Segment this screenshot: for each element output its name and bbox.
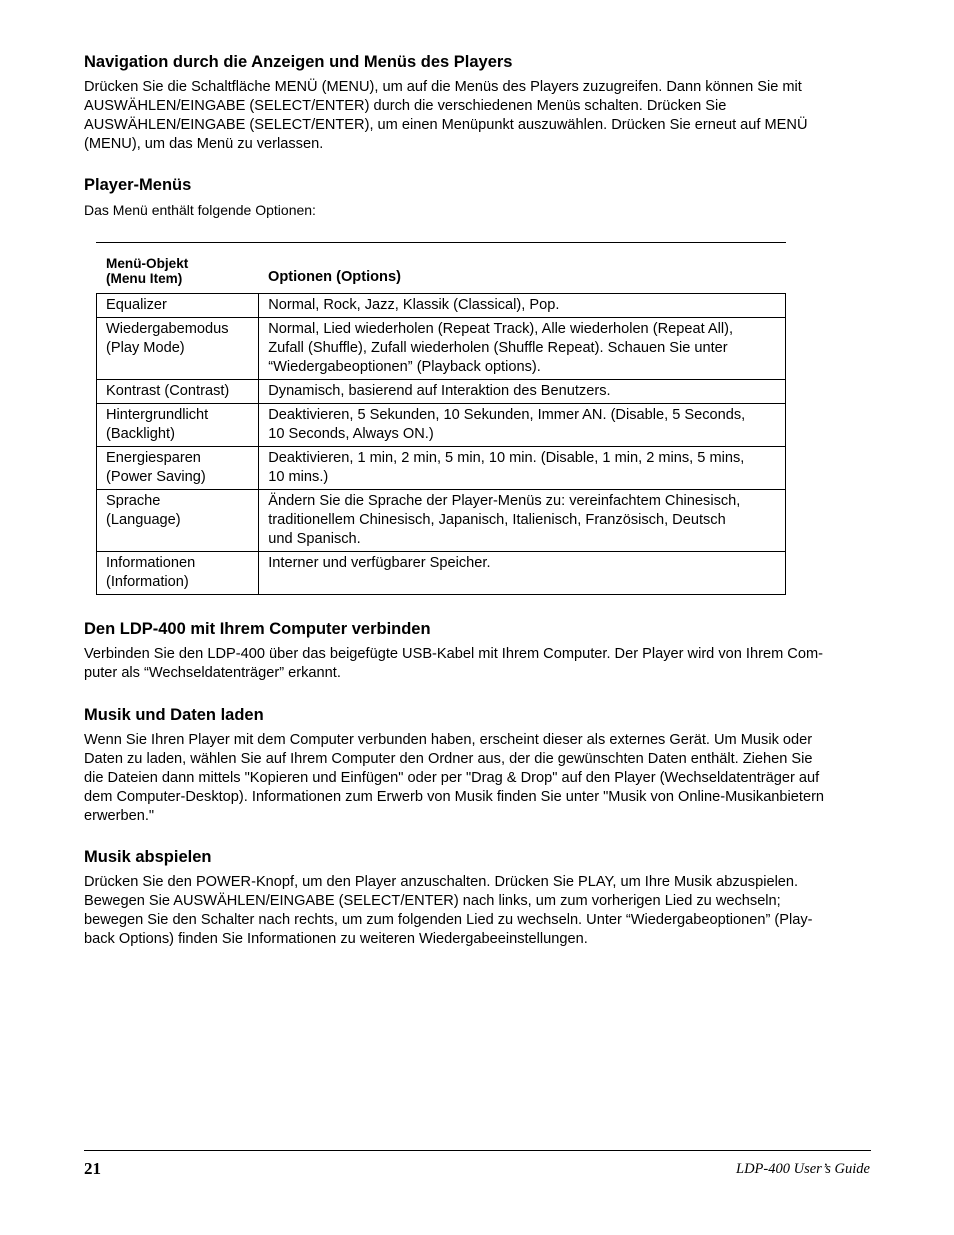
cell-line: Normal, Lied wiederholen (Repeat Track), Alle wiederholen (Repeat All), (268, 321, 734, 337)
cell-line: Energiesparen (106, 450, 201, 466)
table-row (97, 318, 786, 380)
table-header (96, 243, 786, 293)
cell-line: Deaktivieren, 1 min, 2 min, 5 min, 10 min. (Disable, 1 min, 2 mins, 5 mins, (268, 450, 745, 466)
cell-line: Dynamisch, basierend auf Interaktion des Benutzers. (268, 383, 611, 399)
section-heading: Musik abspielen (84, 848, 212, 866)
cell-line: “Wiedergabeoptionen” (Playback options). (268, 359, 541, 375)
table-row (97, 447, 786, 490)
cell-line: Normal, Rock, Jazz, Klassik (Classical), Pop. (268, 297, 560, 313)
cell-options (259, 318, 786, 380)
cell-line: Zufall (Shuffle), Zufall wiederholen (Shuffle Repeat). Schauen Sie unter (268, 340, 728, 356)
cell-line: Hintergrundlicht (106, 407, 209, 423)
body-line: Drücken Sie den POWER-Knopf, um den Player anzuschalten. Drücken Sie PLAY, um Ihre Musik abzuspielen. (84, 874, 799, 890)
body-line: Daten zu laden, wählen Sie auf Ihrem Computer den Ordner aus, der die gewünschten Daten enthält. Ziehen Sie (84, 751, 813, 767)
cell-menu-item (97, 404, 259, 447)
cell-options (259, 404, 786, 447)
body-line: bewegen Sie den Schalter nach rechts, um zum folgenden Lied zu wechseln. Unter “Wiedergabeoptionen” (Play- (84, 912, 813, 928)
cell-line: 10 Seconds, Always ON.) (268, 426, 434, 442)
cell-line: Ändern Sie die Sprache der Player-Menüs zu: vereinfachtem Chinesisch, (268, 493, 741, 509)
body-line: Bewegen Sie AUSWÄHLEN/EINGABE (SELECT/ENTER) nach links, um zum vorherigen Lied zu wechseln; (84, 893, 781, 909)
section-heading: Player-Menüs (84, 176, 192, 194)
table-row (97, 294, 786, 318)
cell-menu-item (97, 447, 259, 490)
section-load (84, 705, 872, 826)
cell-line: (Power Saving) (106, 469, 206, 485)
section-navigation (84, 52, 872, 154)
body-line: Wenn Sie Ihren Player mit dem Computer verbunden haben, erscheint dieser als externes Gerät. Um Musik oder (84, 732, 813, 748)
body-line: Verbinden Sie den LDP-400 über das beigefügte USB-Kabel mit Ihrem Computer. Der Player wird von Ihrem Com- (84, 646, 823, 662)
cell-menu-item (97, 318, 259, 380)
cell-options (259, 447, 786, 490)
body-line: (MENU), um das Menü zu verlassen. (84, 136, 324, 152)
cell-menu-item (97, 490, 259, 552)
cell-options (259, 294, 786, 318)
cell-line: Interner und verfügbarer Speicher. (268, 555, 491, 571)
cell-line: Equalizer (106, 297, 167, 313)
body-line: Drücken Sie die Schaltfläche MENÜ (MENU), um auf die Menüs des Players zuzugreifen. Dann können Sie mit (84, 79, 802, 95)
cell-options (259, 552, 786, 595)
section-player-menus (84, 175, 872, 220)
page-number: 21 (84, 1159, 101, 1178)
header-menu-item (106, 256, 188, 286)
cell-line: Deaktivieren, 5 Sekunden, 10 Sekunden, Immer AN. (Disable, 5 Seconds, (268, 407, 746, 423)
cell-menu-item (97, 380, 259, 404)
section-body (84, 873, 872, 949)
section-connect (84, 619, 872, 683)
cell-line: (Play Mode) (106, 340, 185, 356)
section-body (84, 731, 872, 826)
cell-line: (Language) (106, 512, 181, 528)
body-line: AUSWÄHLEN/EINGABE (SELECT/ENTER) durch die verschiedenen Menüs schalten. Drücken Sie (84, 98, 727, 114)
header-options: Optionen (Options) (268, 269, 401, 285)
cell-line: (Information) (106, 574, 189, 590)
footer-rule (84, 1150, 871, 1151)
cell-line: traditionellem Chinesisch, Japanisch, Italienisch, Französisch, Deutsch (268, 512, 726, 528)
cell-line: Informationen (106, 555, 196, 571)
table-row (97, 380, 786, 404)
section-body (84, 645, 872, 683)
options-table (96, 293, 786, 595)
cell-options (259, 490, 786, 552)
body-line: back Options) finden Sie Informationen zu weiteren Wiedergabeeinstellungen. (84, 931, 588, 947)
cell-menu-item (97, 552, 259, 595)
cell-line: Wiedergabemodus (106, 321, 229, 337)
section-heading: Navigation durch die Anzeigen und Menüs des Players (84, 53, 513, 71)
cell-menu-item (97, 294, 259, 318)
cell-line: und Spanisch. (268, 531, 361, 547)
body-line: AUSWÄHLEN/EINGABE (SELECT/ENTER), um einen Menüpunkt auszuwählen. Drücken Sie erneut auf MENÜ (84, 117, 808, 133)
body-line: erwerben." (84, 808, 155, 824)
section-intro: Das Menü enthält folgende Optionen: (84, 202, 316, 218)
cell-line: 10 mins.) (268, 469, 329, 485)
table-row (97, 404, 786, 447)
body-line: die Dateien dann mittels "Kopieren und Einfügen" oder per "Drag & Drop" auf den Player (Wechseldatenträger auf (84, 770, 820, 786)
body-line: puter als “Wechseldatenträger” erkannt. (84, 665, 341, 681)
header-menu-item-line: (Menu Item) (106, 271, 183, 286)
section-play (84, 847, 872, 949)
section-body (84, 78, 872, 154)
footer-guide-title: LDP-400 User’s Guide (736, 1161, 870, 1177)
section-heading: Musik und Daten laden (84, 706, 264, 724)
body-line: dem Computer-Desktop). Informationen zum Erwerb von Musik finden Sie unter "Musik von Online-Musikanbietern (84, 789, 825, 805)
cell-options (259, 380, 786, 404)
header-menu-item-line: Menü-Objekt (106, 256, 189, 271)
section-heading: Den LDP-400 mit Ihrem Computer verbinden (84, 620, 431, 638)
cell-line: (Backlight) (106, 426, 175, 442)
table-row (97, 490, 786, 552)
table-row (97, 552, 786, 595)
cell-line: Kontrast (Contrast) (106, 383, 230, 399)
menu-table (96, 242, 786, 595)
cell-line: Sprache (106, 493, 161, 509)
